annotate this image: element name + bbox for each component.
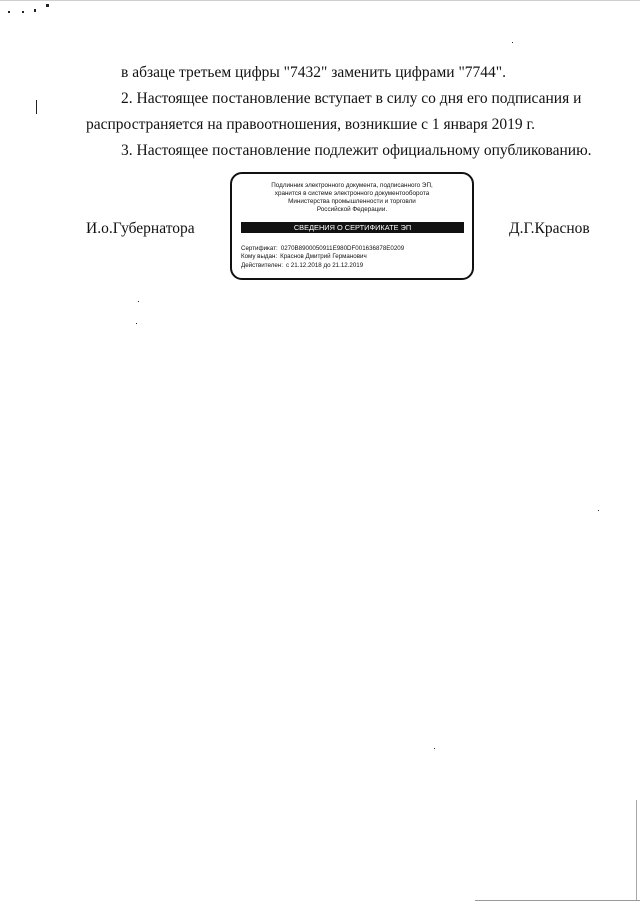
- stamp-valid-value: с 21.12.2018 до 21.12.2019: [285, 261, 364, 269]
- scan-speck: [434, 748, 435, 749]
- scan-speck: [34, 9, 36, 12]
- body-paragraph-2-line-2: распространяется на правоотношения, возникшие с 1 января 2019 г.: [86, 116, 536, 133]
- body-paragraph-3: 3. Настоящее постановление подлежит официальному опубликованию.: [121, 142, 592, 159]
- scan-right-edge: [636, 800, 637, 900]
- signatory-name: Д.Г.Краснов: [509, 220, 590, 237]
- stamp-header: [242, 182, 462, 214]
- stamp-certificate-label: Сертификат:: [241, 245, 278, 252]
- stamp-valid-label: Действителен:: [241, 261, 283, 269]
- scan-top-edge: [0, 0, 640, 1]
- stamp-header-line: хранится в системе электронного документооборота: [274, 190, 430, 197]
- electronic-signature-stamp: [230, 172, 474, 280]
- stamp-issued-to-row: [241, 253, 404, 261]
- stamp-title: СВЕДЕНИЯ О СЕРТИФИКАТЕ ЭП: [241, 222, 464, 233]
- stamp-header-line: Министерства промышленности и торговли: [288, 198, 416, 205]
- scan-speck: [46, 4, 49, 7]
- body-paragraph-1: в абзаце третьем цифры "7432" заменить цифрами "7744".: [121, 64, 506, 81]
- stamp-certificate-value: 0270B8900050911E980DF001636878E0209: [280, 245, 405, 252]
- stamp-issued-to-label: Кому выдан:: [241, 253, 278, 261]
- scan-speck: [512, 42, 513, 43]
- scan-bottom-edge: [475, 900, 640, 901]
- stamp-header-line: Российской Федерации.: [316, 206, 388, 213]
- scan-speck: [138, 301, 139, 302]
- scan-speck: [8, 11, 10, 13]
- scan-speck: [136, 323, 137, 324]
- stamp-valid-row: [241, 262, 404, 270]
- stamp-issued-to-value: Краснов Дмитрий Германович: [280, 253, 367, 261]
- scan-speck: [36, 100, 37, 114]
- scan-speck: [598, 510, 599, 511]
- stamp-details: [241, 245, 404, 270]
- scan-speck: [22, 11, 24, 13]
- stamp-certificate-row: [241, 245, 404, 253]
- stamp-header-line: Подлинник электронного документа, подписанного ЭП,: [271, 182, 433, 189]
- signatory-position: И.о.Губернатора: [86, 220, 195, 237]
- body-paragraph-2-line-1: 2. Настоящее постановление вступает в силу со дня его подписания и: [121, 90, 582, 107]
